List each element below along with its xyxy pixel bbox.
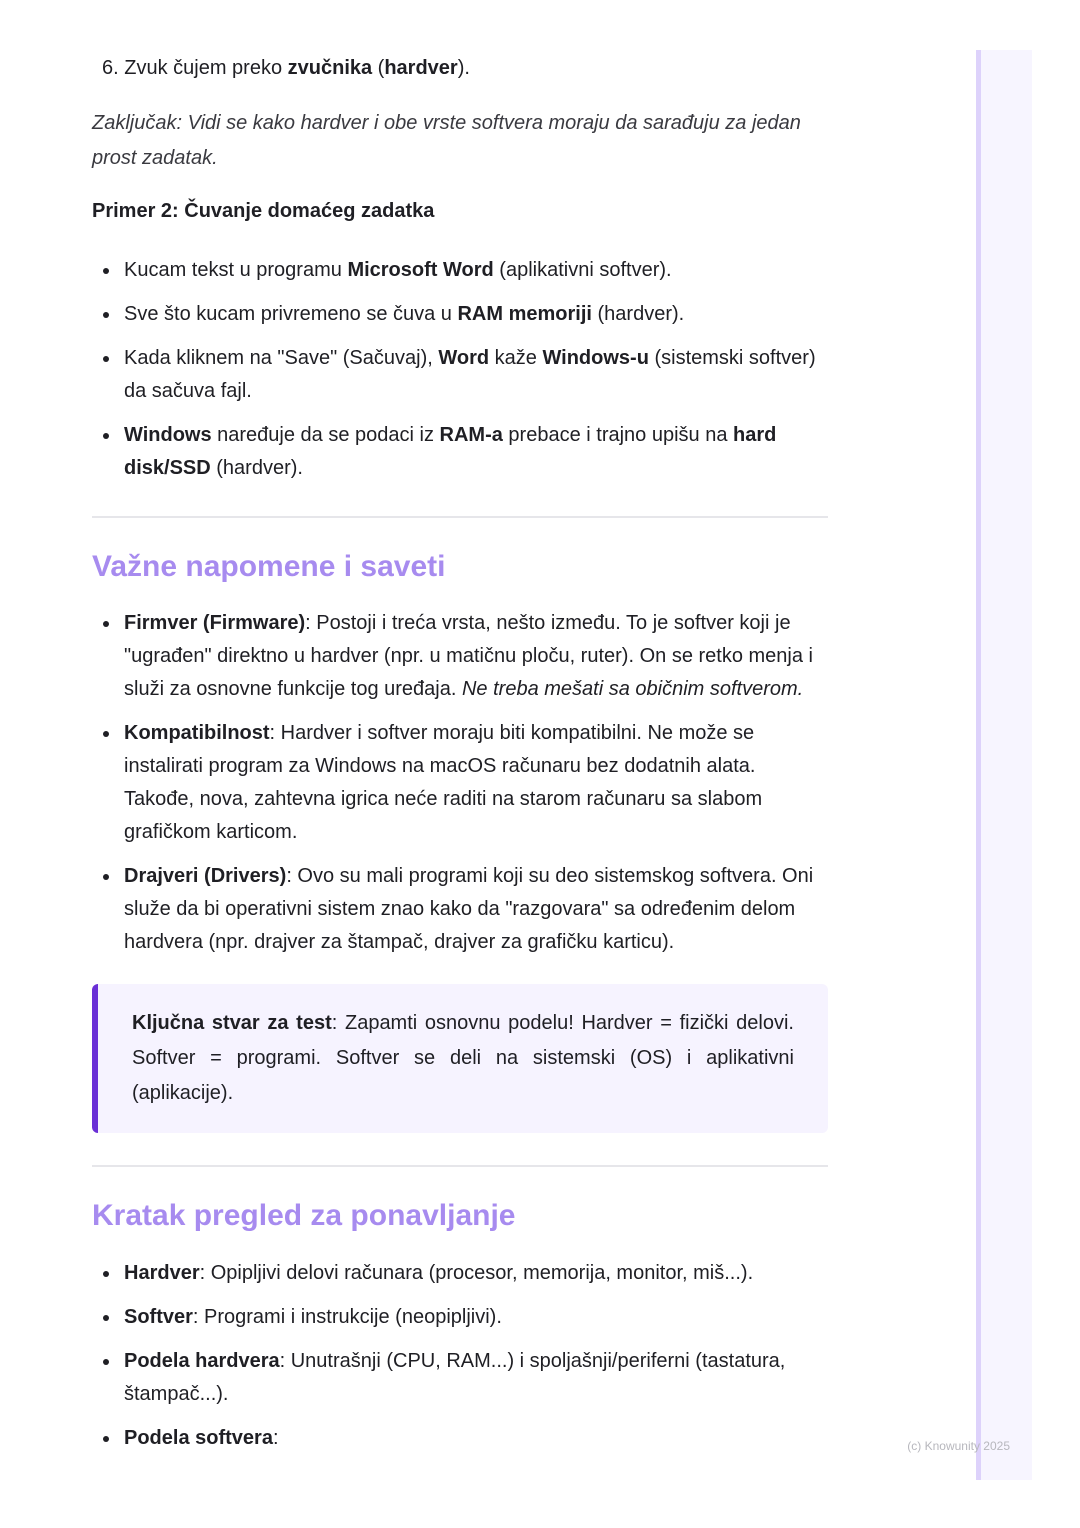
example-2-title: Primer 2: Čuvanje domaćeg zadatka bbox=[92, 200, 435, 222]
ordered-step-6: 6. Zvuk čujem preko zvučnika (hardver). bbox=[102, 57, 470, 79]
list-item: Sve što kucam privremeno se čuva u RAM memoriji (hardver). bbox=[92, 298, 828, 331]
list-item: Windows naređuje da se podaci iz RAM-a prebace i trajno upišu na hard disk/SSD (hardver). bbox=[92, 419, 828, 485]
list-item: Kucam tekst u programu Microsoft Word (aplikativni softver). bbox=[92, 254, 828, 287]
example-2-list bbox=[92, 254, 828, 496]
review-list bbox=[92, 1257, 828, 1466]
conclusion-text: Zaključak: Vidi se kako hardver i obe vrste softvera moraju da sarađuju za jedan prost zadatak. bbox=[92, 112, 801, 169]
divider bbox=[92, 516, 828, 518]
list-item: Podela softvera: bbox=[92, 1422, 828, 1455]
section-heading-notes: Važne napomene i saveti bbox=[92, 550, 446, 583]
section-heading-review: Kratak pregled za ponavljanje bbox=[92, 1199, 516, 1232]
key-takeaway-callout: Ključna stvar za test: Zapamti osnovnu podelu! Hardver = fizički delovi. Softver = programi. Softver se deli na sistemski (OS) i aplikativni (aplikacije). bbox=[92, 984, 828, 1133]
sidebar-accent-bar bbox=[976, 50, 981, 1480]
sidebar-strip bbox=[976, 50, 1032, 1480]
footer-copyright: (c) Knowunity 2025 bbox=[907, 1439, 1010, 1453]
notes-list bbox=[92, 607, 828, 970]
list-item: Kada kliknem na "Save" (Sačuvaj), Word kaže Windows-u (sistemski softver) da sačuva fajl. bbox=[92, 342, 828, 408]
list-item: Drajveri (Drivers): Ovo su mali programi koji su deo sistemskog softvera. Oni služe da bi operativni sistem znao kako da "razgovara" sa određenim delom hardvera (npr. drajver za štampač, drajver za grafičku karticu). bbox=[92, 860, 828, 959]
list-item: Hardver: Opipljivi delovi računara (procesor, memorija, monitor, miš...). bbox=[92, 1257, 828, 1290]
list-item: Softver: Programi i instrukcije (neopipljivi). bbox=[92, 1301, 828, 1334]
list-item: Kompatibilnost: Hardver i softver moraju biti kompatibilni. Ne može se instalirati program za Windows na macOS računaru bez dodatnih alata. Takođe, nova, zahtevna igrica neće raditi na starom računaru sa slabom grafičkom karticom. bbox=[92, 717, 828, 849]
list-item: Firmver (Firmware): Postoji i treća vrsta, nešto između. To je softver koji je "ugrađen" direktno u hardver (npr. u matičnu ploču, ruter). On se retko menja i služi za osnovne funkcije tog uređaja. Ne treba mešati sa običnim softverom. bbox=[92, 607, 828, 706]
list-item: Podela hardvera: Unutrašnji (CPU, RAM...) i spoljašnji/periferni (tastatura, štampač...). bbox=[92, 1345, 828, 1411]
divider bbox=[92, 1165, 828, 1167]
